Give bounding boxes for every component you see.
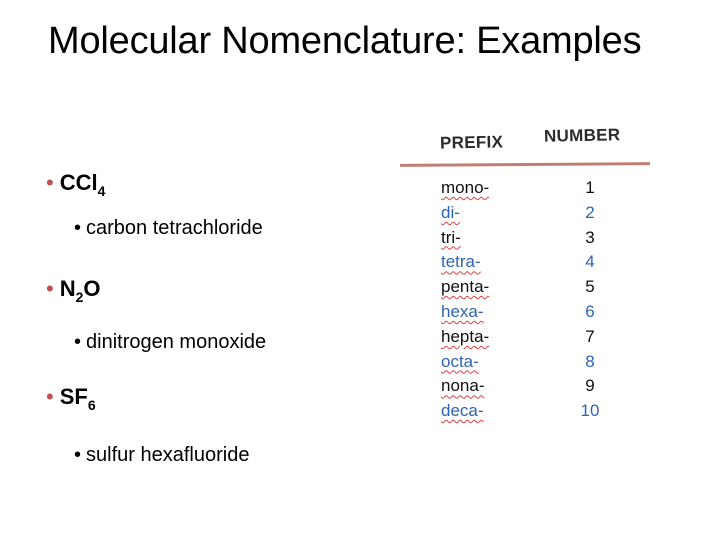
number-cell: 2	[585, 202, 595, 222]
bullet-dot: •	[46, 384, 54, 409]
table-row	[400, 178, 652, 203]
number-cell: 4	[585, 252, 595, 272]
number-cell: 7	[585, 326, 595, 346]
compound-name: carbon tetrachloride	[86, 217, 263, 239]
table-row	[400, 302, 652, 327]
bullet-dot: •	[46, 276, 54, 301]
formula-part: CCl	[59, 170, 98, 195]
number-cell: 9	[585, 376, 595, 396]
sub-bullet-dot: •	[74, 444, 82, 466]
prefix-cell: hexa-	[441, 302, 484, 321]
number-cell: 1	[585, 178, 595, 197]
table-row	[400, 252, 652, 277]
table-row	[400, 203, 652, 228]
prefix-cell: deca-	[441, 401, 484, 421]
table-row	[400, 327, 652, 352]
formula-subscript: 6	[87, 397, 96, 413]
prefix-cell: di-	[441, 202, 460, 222]
number-cell: 6	[585, 302, 595, 321]
sub-bullet-dot: •	[74, 217, 82, 239]
table-row	[400, 401, 652, 426]
slide-title: Molecular Nomenclature: Examples	[48, 20, 642, 62]
prefix-cell: penta-	[441, 277, 490, 297]
bullet-name-sf6	[74, 444, 249, 467]
number-cell: 10	[580, 401, 600, 421]
bullet-formula-sf6	[46, 384, 96, 413]
formula-part: SF	[59, 384, 88, 409]
column-header-prefix: PREFIX	[439, 132, 504, 153]
sub-bullet-dot: •	[74, 331, 82, 353]
prefix-cell: octa-	[441, 351, 479, 371]
formula-subscript: 2	[75, 289, 84, 305]
number-cell: 3	[585, 227, 595, 247]
bullet-dot: •	[46, 170, 54, 195]
column-header-number: NUMBER	[543, 125, 621, 146]
table-row	[400, 228, 652, 253]
bullet-name-ccl4	[74, 217, 263, 240]
compound-name: sulfur hexafluoride	[86, 444, 250, 466]
table-header	[400, 118, 652, 164]
table-row	[400, 376, 652, 401]
formula-part: N	[59, 276, 76, 301]
formula-part: O	[83, 276, 101, 301]
table-row	[400, 352, 652, 377]
prefix-cell: hepta-	[441, 326, 490, 346]
bullet-name-n2o	[74, 331, 266, 354]
prefix-cell: tetra-	[441, 252, 481, 272]
table-divider-rule	[400, 162, 650, 167]
prefix-cell: mono-	[441, 178, 490, 197]
compound-name: dinitrogen monoxide	[86, 331, 267, 353]
bullet-formula-ccl4	[46, 170, 106, 199]
table-row	[400, 277, 652, 302]
prefix-cell: nona-	[441, 376, 485, 396]
formula-subscript: 4	[97, 183, 106, 199]
bullet-formula-n2o	[46, 276, 101, 305]
number-cell: 5	[585, 277, 595, 297]
prefix-cell: tri-	[441, 227, 461, 247]
number-cell: 8	[585, 351, 595, 371]
